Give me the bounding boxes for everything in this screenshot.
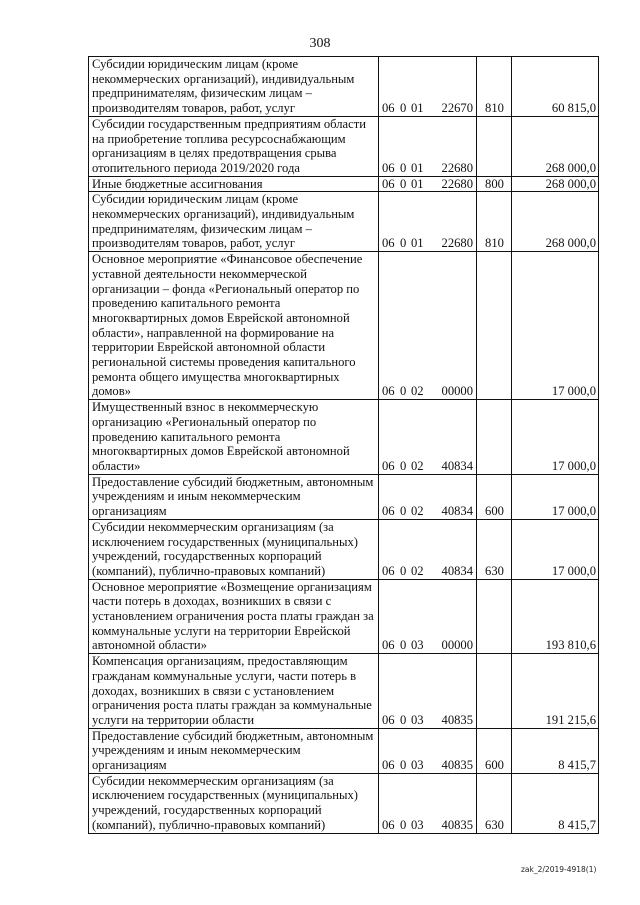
row-sum: 60 815,0 <box>512 57 599 117</box>
row-name: Субсидии юридическим лицам (кроме некоммерческих организаций), индивидуальным предпринимателям, физическим лицам – производителям товаров, работ, услуг <box>89 192 379 252</box>
row-expense-type <box>477 116 512 176</box>
page-number: 308 <box>309 36 331 51</box>
row-code <box>379 474 477 519</box>
code-program: 06 <box>382 817 395 832</box>
code-direction: 40834 <box>441 563 473 578</box>
row-code <box>379 773 477 833</box>
row-sum: 8 415,7 <box>512 773 599 833</box>
code-subprogram: 0 <box>400 638 407 653</box>
row-name: Субсидии некоммерческим организациям (за исключением государственных (муниципальных) учреждений, государственных корпораций (компаний), публично-правовых компаний) <box>89 773 379 833</box>
code-subprogram: 0 <box>400 817 407 832</box>
code-direction: 00000 <box>441 638 473 653</box>
table-row <box>89 57 599 117</box>
table-row <box>89 116 599 176</box>
code-subprogram: 0 <box>400 712 407 727</box>
row-name: Субсидии некоммерческим организациям (за исключением государственных (муниципальных) учреждений, государственных корпораций (компаний), публично-правовых компаний) <box>89 519 379 579</box>
row-expense-type: 810 <box>477 57 512 117</box>
code-program: 06 <box>382 176 395 191</box>
row-code <box>379 176 477 192</box>
code-measure: 01 <box>411 101 424 116</box>
code-direction: 22680 <box>441 176 473 191</box>
row-expense-type: 630 <box>477 773 512 833</box>
code-direction: 22680 <box>441 236 473 251</box>
code-subprogram: 0 <box>400 563 407 578</box>
row-expense-type <box>477 654 512 729</box>
code-measure: 03 <box>411 712 424 727</box>
code-measure: 02 <box>411 384 424 399</box>
table-row <box>89 773 599 833</box>
row-expense-type: 800 <box>477 176 512 192</box>
code-direction: 22670 <box>441 101 473 116</box>
row-name: Компенсация организациям, предоставляющим гражданам коммунальные услуги, части потерь в доходах, возникших в связи с установлением ограничения роста платы граждан за коммунальные услуги на территории области <box>89 654 379 729</box>
row-sum: 193 810,6 <box>512 579 599 654</box>
row-name: Основное мероприятие «Финансовое обеспечение уставной деятельности некоммерческой организации – фонда «Региональный оператор по проведению капитального ремонта многоквартирных домов Еврейской автономной области», направленной на формирование на территории Еврейской автономной области региональной системы проведения капитального ремонта общего имущества многоквартирных домов» <box>89 252 379 400</box>
document-reference: zak_2/2019-4918(1) <box>521 865 597 874</box>
row-code <box>379 728 477 773</box>
row-name: Субсидии государственным предприятиям области на приобретение топлива ресурсоснабжающим организациям в целях предотвращения срыва отопительного периода 2019/2020 года <box>89 116 379 176</box>
code-measure: 03 <box>411 758 424 773</box>
row-sum: 268 000,0 <box>512 176 599 192</box>
code-program: 06 <box>382 160 395 175</box>
row-expense-type: 810 <box>477 192 512 252</box>
row-code <box>379 252 477 400</box>
code-program: 06 <box>382 638 395 653</box>
row-name: Имущественный взнос в некоммерческую организацию «Региональный оператор по проведению капитального ремонта многоквартирных домов Еврейской автономной области» <box>89 400 379 475</box>
row-name: Предоставление субсидий бюджетным, автономным учреждениям и иным некоммерческим организациям <box>89 474 379 519</box>
code-subprogram: 0 <box>400 458 407 473</box>
code-program: 06 <box>382 458 395 473</box>
code-direction: 40834 <box>441 458 473 473</box>
code-subprogram: 0 <box>400 236 407 251</box>
code-subprogram: 0 <box>400 384 407 399</box>
row-code <box>379 654 477 729</box>
budget-table <box>88 56 599 834</box>
code-direction: 40835 <box>441 712 473 727</box>
code-subprogram: 0 <box>400 504 407 519</box>
table-row <box>89 252 599 400</box>
table-row <box>89 192 599 252</box>
row-expense-type: 600 <box>477 728 512 773</box>
code-program: 06 <box>382 712 395 727</box>
row-expense-type: 600 <box>477 474 512 519</box>
row-sum: 268 000,0 <box>512 116 599 176</box>
table-row <box>89 728 599 773</box>
budget-table-body <box>89 57 599 834</box>
table-row <box>89 176 599 192</box>
row-code <box>379 400 477 475</box>
row-expense-type <box>477 579 512 654</box>
row-code <box>379 192 477 252</box>
row-sum: 191 215,6 <box>512 654 599 729</box>
row-code <box>379 579 477 654</box>
code-direction: 40835 <box>441 758 473 773</box>
row-expense-type <box>477 252 512 400</box>
row-code <box>379 57 477 117</box>
code-direction: 40834 <box>441 504 473 519</box>
row-sum: 17 000,0 <box>512 474 599 519</box>
code-program: 06 <box>382 563 395 578</box>
code-program: 06 <box>382 758 395 773</box>
row-name: Предоставление субсидий бюджетным, автономным учреждениям и иным некоммерческим организациям <box>89 728 379 773</box>
code-direction: 22680 <box>441 160 473 175</box>
code-measure: 03 <box>411 817 424 832</box>
code-measure: 02 <box>411 563 424 578</box>
code-measure: 02 <box>411 504 424 519</box>
code-subprogram: 0 <box>400 176 407 191</box>
table-row <box>89 400 599 475</box>
row-name: Основное мероприятие «Возмещение организациям части потерь в доходах, возникших в связи с установлением ограничения роста платы граждан за коммунальные услуги на территории Еврейской автономной области» <box>89 579 379 654</box>
table-row <box>89 579 599 654</box>
code-program: 06 <box>382 384 395 399</box>
code-subprogram: 0 <box>400 101 407 116</box>
row-code <box>379 116 477 176</box>
row-sum: 17 000,0 <box>512 252 599 400</box>
code-program: 06 <box>382 236 395 251</box>
row-expense-type: 630 <box>477 519 512 579</box>
code-direction: 40835 <box>441 817 473 832</box>
row-name: Субсидии юридическим лицам (кроме некоммерческих организаций), индивидуальным предпринимателям, физическим лицам – производителям товаров, работ, услуг <box>89 57 379 117</box>
row-name: Иные бюджетные ассигнования <box>89 176 379 192</box>
table-row <box>89 474 599 519</box>
code-measure: 01 <box>411 236 424 251</box>
row-sum: 8 415,7 <box>512 728 599 773</box>
code-measure: 03 <box>411 638 424 653</box>
code-subprogram: 0 <box>400 758 407 773</box>
code-measure: 01 <box>411 176 424 191</box>
code-measure: 02 <box>411 458 424 473</box>
code-program: 06 <box>382 504 395 519</box>
code-direction: 00000 <box>441 384 473 399</box>
table-row <box>89 519 599 579</box>
row-expense-type <box>477 400 512 475</box>
row-sum: 268 000,0 <box>512 192 599 252</box>
row-sum: 17 000,0 <box>512 519 599 579</box>
code-measure: 01 <box>411 160 424 175</box>
code-program: 06 <box>382 101 395 116</box>
row-code <box>379 519 477 579</box>
row-sum: 17 000,0 <box>512 400 599 475</box>
table-row <box>89 654 599 729</box>
code-subprogram: 0 <box>400 160 407 175</box>
